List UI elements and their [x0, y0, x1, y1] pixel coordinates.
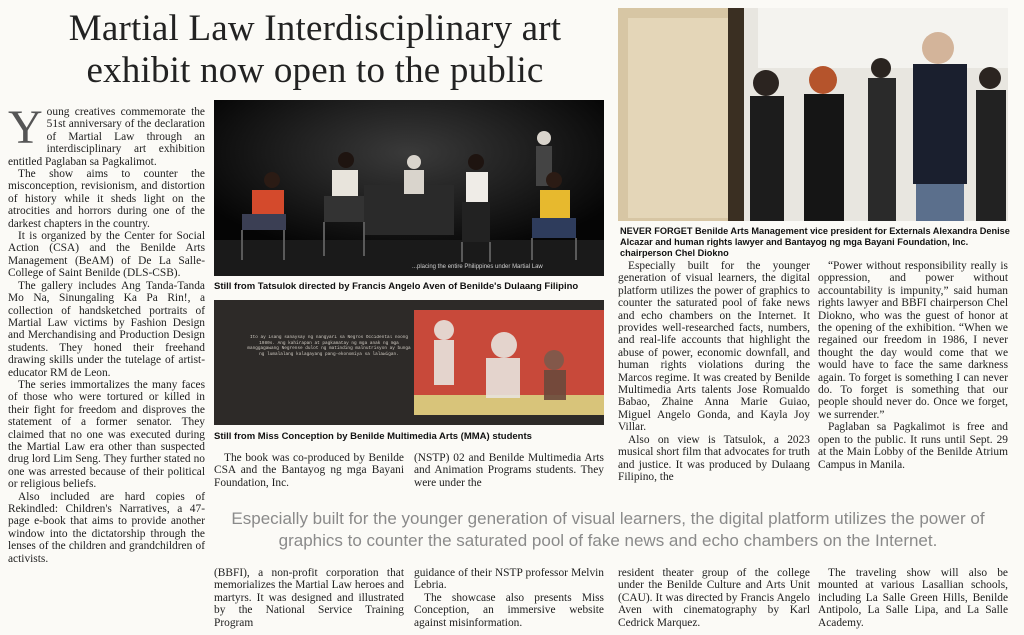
- drop-cap: Y: [8, 101, 43, 154]
- paragraph: The book was co-produced by Benilde CSA and the Bantayog ng mga Bayani Foundation, Inc.: [214, 452, 404, 489]
- paragraph: The gallery includes Ang Tanda-Tanda Mo Na, Sinungaling Ka Pa Rin!, a collection of handsketched portraits of Martial Law victims by Fashion Design and Merchandising and Production Design students. They honed their freehand drawing skills under the tutelage of artist-educator RM de Leon.: [8, 279, 205, 379]
- pull-quote: Especially built for the younger generation of visual learners, the digital platform utilizes the power of graphics to counter the saturated pool of fake news and echo chambers on the Internet.: [231, 509, 985, 550]
- screen-text-overlay: Ito ay isang sanaysay ng nangyari sa Negros Occidental noong 1980s. Ang kahirapan at pagkamatay ng mga anak ng mga manggagawang Negrense dulot ng matinding malnutrisyon ay bunga ng lumalalang kalagayang pang-ekonomiya sa lalawigan.: [247, 335, 411, 357]
- paragraph: The series immortalizes the many faces of those who were tortured or killed in their fight for freedom and disproves the statement of a former senator. They claimed that no one was executed during the Martial Law era other than suspected drug lord Lim Seng. They further stated no one was arrested because of their political or religious beliefs.: [8, 378, 205, 491]
- photo-caption-tatsulok: Still from Tatsulok directed by Francis Angelo Aven of Benilde's Dulaang Filipino: [214, 281, 579, 292]
- paragraph: The showcase also presents Miss Conception, an immersive website against misinformation.: [414, 591, 604, 629]
- paragraph: It is organized by the Center for Social Action (CSA) and the Benilde Arts Management (BeAM) of De La Salle-College of Saint Benilde (DLS-CSB).: [8, 230, 205, 280]
- tatsulok-still-photo: [214, 100, 604, 276]
- paragraph: oung creatives commemorate the 51st anniversary of the declaration of Martial Law through an interdisciplinary art exhibition entitled Paglaban sa Pagkalimot.: [8, 106, 205, 168]
- exhibit-opening-photo: [618, 8, 1008, 221]
- headline: Martial Law Interdisciplinary art exhibit now open to the public: [68, 8, 562, 91]
- article-column-4-top: [618, 260, 810, 483]
- paragraph: The traveling show will also be mounted at various Lasallian schools, including La Salle Green Hills, Benilde Antipolo, La Salle Lipa, and La Salle Academy.: [818, 567, 1008, 629]
- paragraph: (BBFI), a non-profit corporation that memorializes the Martial Law heroes and martyrs. It was designed and illustrated by the National Service Training Program: [214, 567, 404, 629]
- paragraph: (NSTP) 02 and Benilde Multimedia Arts and Animation Programs students. They were under the: [414, 452, 604, 489]
- article-column-2-bottom: [214, 567, 404, 629]
- photo-caption-never-forget: NEVER FORGET Benilde Arts Management vice president for Externals Alexandra Denise Alcazar and human rights lawyer and Bantayog ng mga Bayani Foundation, Inc. chairperson Chel Diokno: [620, 226, 1010, 258]
- article-column-3-bottom: [414, 567, 604, 629]
- paragraph: “Power without responsibility really is oppression, and power without accountability is impunity,” said human rights lawyer and BBFI chairperson Chel Diokno, who was the guest of honor at the opening of the exhibition. “When we regained our freedom in 1986, I never thought the day would come that we would have to face the same darkness again. To forget is something I can never do. To forget is something that our people should never do. Once we forget, we surrender.”: [818, 260, 1008, 421]
- article-column-1: [8, 101, 205, 565]
- paragraph: Also on view is Tatsulok, a 2023 musical short film that advocates for truth and justice. It was produced by Dulaang Filipino, the: [618, 433, 810, 483]
- paragraph: The show aims to counter the misconception, revisionism, and distortion of history while it sheds light on the atrocities and horrors during one of the darkest chapters in the country.: [8, 168, 205, 230]
- paragraph: Especially built for the younger generation of visual learners, the digital platform utilizes the power of graphics to counter the saturated pool of fake news and echo chambers on the Internet. It provides well-researched facts, numbers, and real-life accounts that highlight the abuse of power, economic downfall, and human rights violations during the Marcos regime. It was created by Benilde Multimedia Arts talents Jose Romualdo Babao, Zhaine Anna Marie Guiao, Miguel Angelo Gonda, and Kayla Joy Villar.: [618, 260, 810, 434]
- article-column-2-top: [214, 452, 404, 489]
- paragraph: resident theater group of the college under the Benilde Culture and Arts Unit (CAU). It was directed by Francis Angelo Aven with cinematography by Karl Cedrick Marquez.: [618, 567, 810, 629]
- article-column-5-bottom: [818, 567, 1008, 629]
- paragraph: Paglaban sa Pagkalimot is free and open to the public. It runs until Sept. 29 at the Main Lobby of the Benilde Atrium Campus in Manila.: [818, 421, 1008, 471]
- paragraph: guidance of their NSTP professor Melvin Lebria.: [414, 567, 604, 592]
- article-column-3-top: [414, 452, 604, 489]
- paragraph: Also included are hard copies of Rekindled: Children's Narratives, a 47-page e-book that aims to provide another window into the dictatorship through the lenses of the children and grandchildren of activists.: [8, 490, 205, 565]
- miss-conception-still-photo: [214, 300, 604, 425]
- article-column-5-top: [818, 260, 1008, 471]
- article-column-4-bottom: [618, 567, 810, 629]
- photo-caption-miss-conception: Still from Miss Conception by Benilde Multimedia Arts (MMA) students: [214, 431, 532, 442]
- subtitle-overlay: ...placing the entire Philippines under Martial Law: [412, 264, 543, 270]
